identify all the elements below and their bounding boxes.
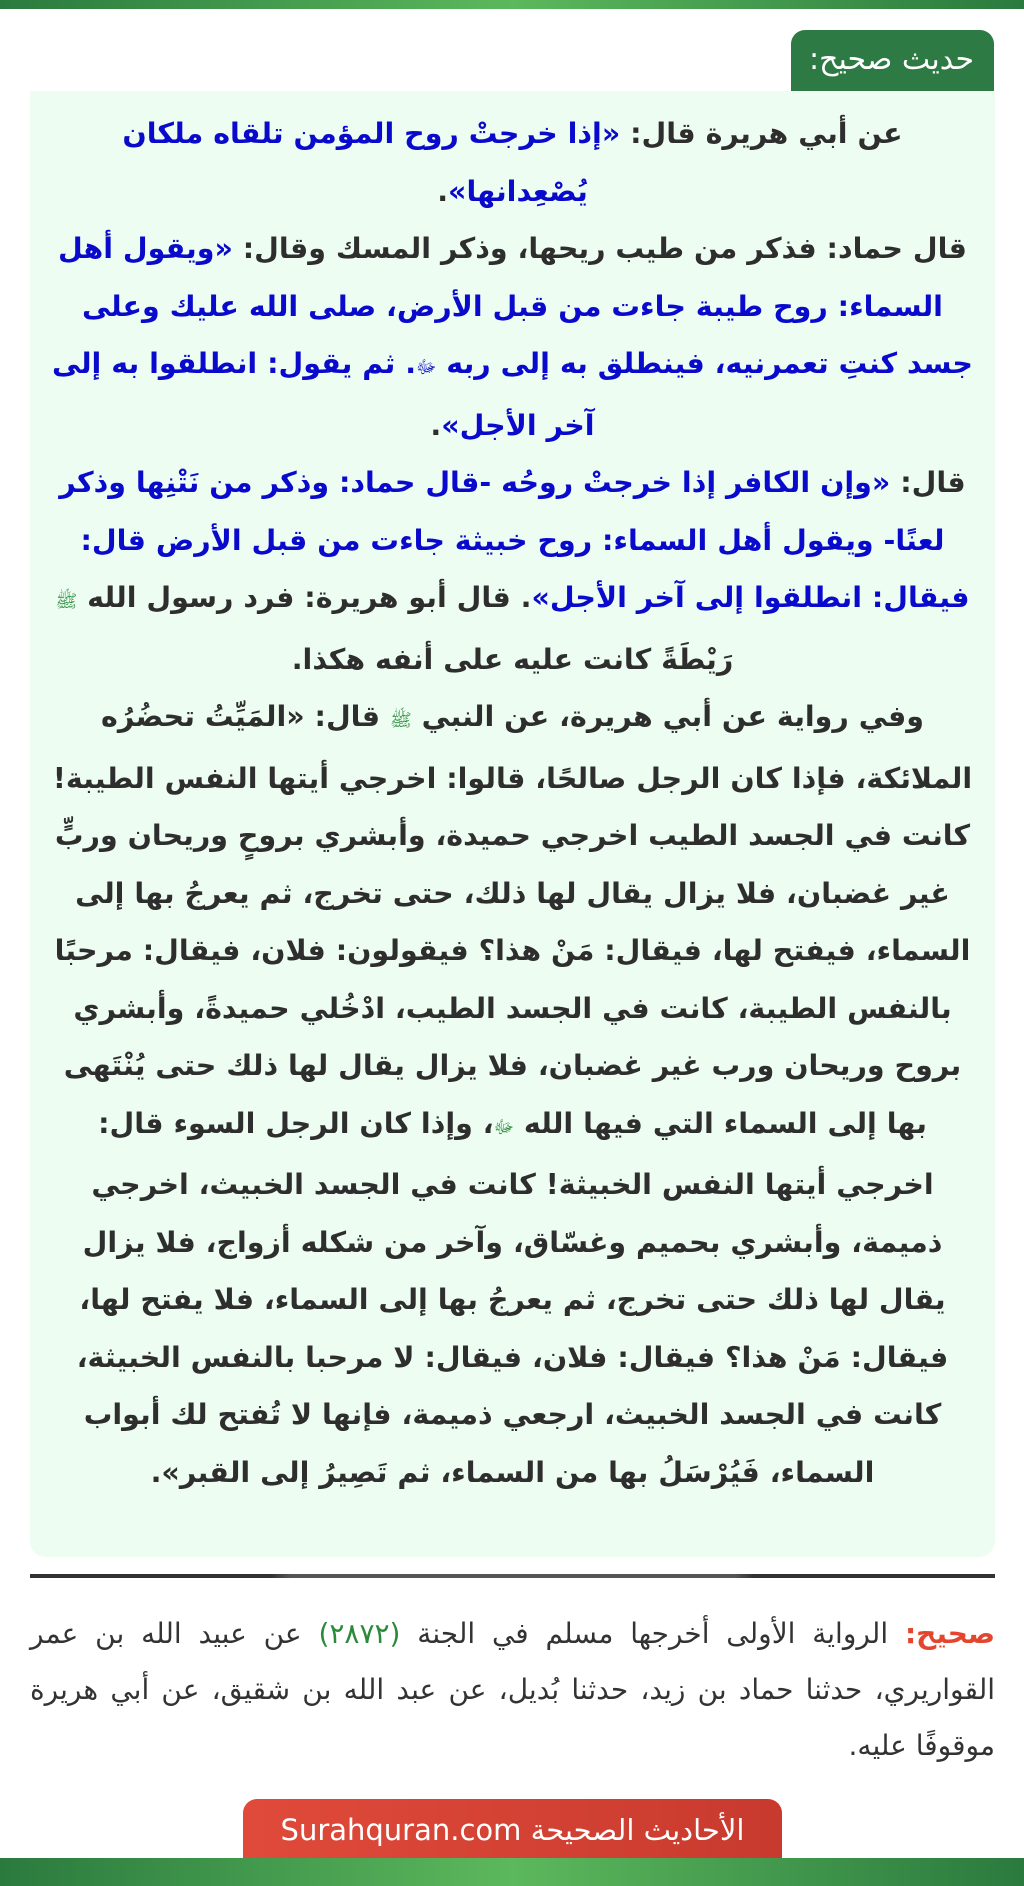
- narrator-text: قال:: [890, 466, 966, 499]
- narration-text: ، وإذا كان الرجل السوء قال: اخرجي أيتها النفس الخبيثة! كانت في الجسد الخبيث، اخرجي ذميمة، وأبشري بحميم وغسّاق، وآخر من شكله أزواج، فلا يزال يقال لها ذلك حتى تخرج، ثم يعرجُ بها إلى السماء، فلا يفتح لها، فيقال: مَنْ هذا؟ فيقال: فلان، فيقال: لا مرحبا بالنفس الخبيثة، كانت في الجسد الخبيث، ارجعي ذميمة، فإنها لا تُفتح لك أبواب السماء، فَيُرْسَلُ بها من السماء، ثم تَصِيرُ إلى القبر».: [76, 1106, 949, 1489]
- narrator-text: رَيْطَةً كانت عليه على أنفه هكذا.: [291, 642, 734, 676]
- badge-label: حديث صحيح:: [809, 42, 974, 77]
- honorific-salallahu-icon: ﷺ: [55, 591, 78, 612]
- prophetic-quote: «إذا خرجتْ روح المؤمن تلقاه ملكان يُصْعِدانها»: [122, 117, 621, 208]
- prophetic-quote: «ويقول أهل السماء: روح طيبة جاءت من قبل الأرض، صلى الله عليك وعلى جسد كنتِ تعمرنيه، فينطلق به إلى ربه: [58, 232, 973, 380]
- hadith-grade-badge: [791, 30, 994, 92]
- honorific-salallahu-icon: ﷺ: [389, 710, 412, 731]
- site-link-label: الأحاديث الصحيحة Surahquran.com: [280, 1813, 745, 1847]
- site-link-button[interactable]: [243, 1799, 782, 1865]
- prophetic-quote: «وإن الكافر إذا خرجتْ روحُه -قال حماد: وذكر من نَتْنِها وذكر لعنًا- ويقول أهل السماء: روح خبيثة جاءت من قبل الأرض قال: فيقال: انطلقوا إلى آخر الأجل»: [59, 466, 970, 614]
- top-decorative-bar: [0, 0, 1024, 9]
- hadith-box: [30, 91, 995, 1557]
- grading-text: الرواية الأولى أخرجها مسلم في الجنة: [400, 1617, 905, 1650]
- prophetic-quote: . ثم يقول: انطلقوا به إلى آخر الأجل»: [52, 347, 595, 442]
- narration-text: وفي رواية عن أبي هريرة، عن النبي: [411, 700, 924, 733]
- reference-number: (٢٨٧٢): [318, 1617, 401, 1650]
- narrator-text: عن أبي هريرة قال:: [620, 117, 903, 150]
- narration-text: قال: «المَيِّتُ تحضُرُه الملائكة، فإذا كان الرجل صالحًا، قالوا: اخرجي أيتها النفس الطيبة! كانت في الجسد الطيب اخرجي حميدة، وأبشري بروحٍ وريحان وربٍّ غير غضبان، فلا يزال يقال لها ذلك، حتى تخرج، ثم يعرجُ بها إلى السماء، فيفتح لها، فيقال: مَنْ هذا؟ فيقولون: فلان، فيقال: مرحبًا بالنفس الطيبة، كانت في الجسد الطيب، ادْخُلي حميدةً، وأبشري بروح وريحان ورب غير غضبان، فلا يزال يقال لها ذلك حتى يُنْتَهى بها إلى السماء التي فيها الله: [52, 700, 973, 1140]
- narrator-text: . قال أبو هريرة: فرد رسول الله: [77, 581, 532, 614]
- hadith-text: [48, 105, 977, 1501]
- punctuation: .: [430, 408, 442, 442]
- grading-note: [30, 1606, 995, 1774]
- narrator-text: قال حماد: فذكر من طيب ريحها، وذكر المسك وقال:: [232, 232, 967, 265]
- bottom-decorative-bar: [0, 1858, 1024, 1886]
- honorific-azza-wajal-icon: ﷻ: [416, 357, 437, 378]
- grade-label: صحيح:: [904, 1617, 995, 1650]
- punctuation: .: [437, 174, 449, 208]
- grading-text: عن عبيد الله بن عمر القواريري، حدثنا حماد بن زيد، حدثنا بُديل، عن عبد الله بن شقيق، عن أبي هريرة موقوفًا عليه.: [30, 1617, 995, 1762]
- honorific-azza-wajal-icon: ﷻ: [493, 1116, 514, 1138]
- section-divider: [30, 1574, 995, 1578]
